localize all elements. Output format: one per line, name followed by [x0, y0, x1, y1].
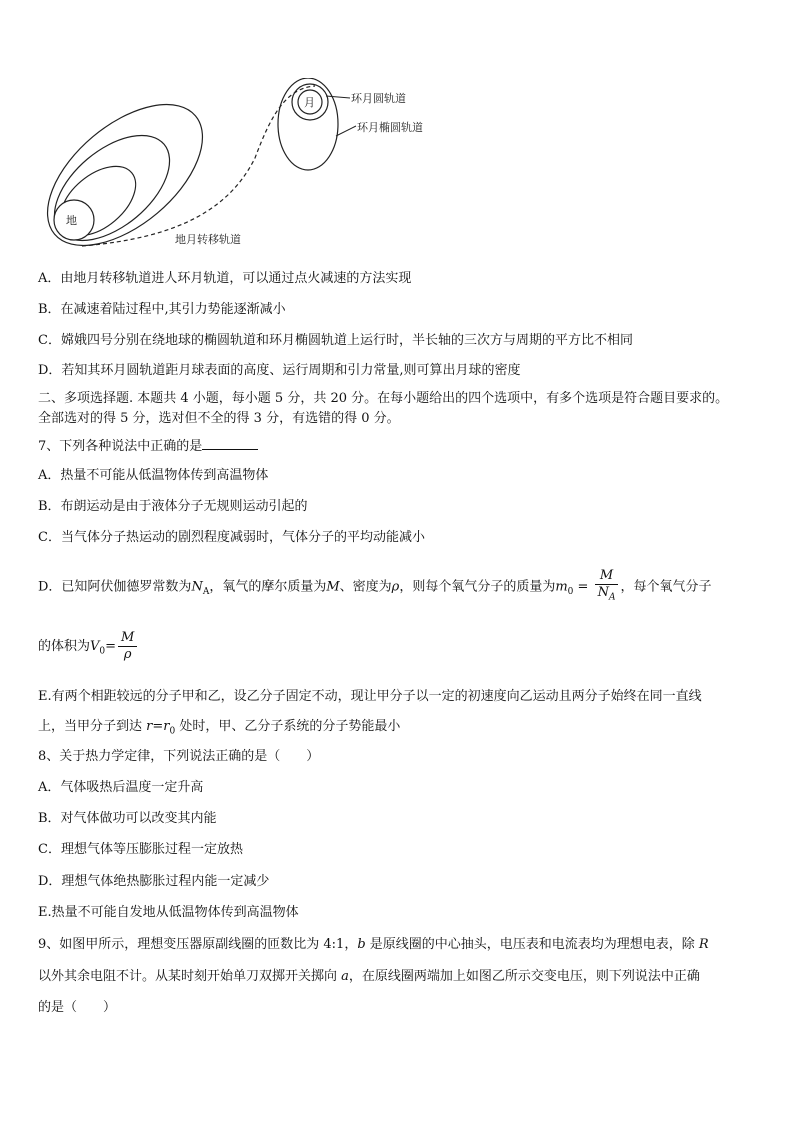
equals-sign-2: =	[105, 639, 117, 654]
q6-option-a: A．由地月转移轨道进人环月轨道，可以通过点火减速的方法实现	[38, 271, 412, 286]
fraction-mass-numerator: M	[595, 568, 619, 585]
moon-label: 月	[304, 96, 315, 109]
fraction-volume	[118, 630, 137, 663]
q7-option-d-line2	[38, 630, 139, 663]
q8-stem: 8、关于热力学定律，下列说法正确的是（ ）	[38, 749, 320, 764]
section2-line2: 全部选对的得 5 分，选对但不全的得 3 分，有选错的得 0 分。	[38, 411, 400, 426]
symbol-r: r	[146, 719, 153, 734]
q7-d-text-1: D．已知阿伏伽德罗常数为	[38, 579, 192, 595]
q7-stem	[38, 437, 258, 456]
symbol-b: b	[357, 937, 366, 952]
fraction-volume-denominator: ρ	[123, 647, 132, 662]
equals-sign: =	[573, 579, 593, 595]
lunar-circular-orbit-label: 环月圆轨道	[351, 92, 406, 105]
fraction-mass	[595, 568, 619, 606]
symbol-r0-sub: 0	[169, 726, 176, 737]
q7-e-text-1: 上，当甲分子到达	[38, 719, 147, 734]
symbol-rho: ρ	[391, 579, 400, 595]
lunar-elliptical-orbit-label: 环月椭圆轨道	[357, 121, 423, 134]
q7-d-text-3: 、密度为	[339, 579, 392, 595]
symbol-na-sub: A	[202, 586, 210, 597]
earth-label: 地	[66, 214, 77, 227]
transfer-orbit-label: 地月转移轨道	[175, 233, 241, 246]
q7-d-text-5: ，每个氧气分子	[620, 579, 712, 595]
symbol-m0: m	[555, 579, 568, 595]
fraction-mass-denominator	[595, 585, 619, 606]
q9-line3: 的是（ ）	[38, 1000, 117, 1015]
q6-option-b: B．在减速着陆过程中,其引力势能逐渐减小	[38, 302, 286, 317]
equals-sign-3: =	[152, 719, 164, 734]
q7-option-c: C．当气体分子热运动的剧烈程度减弱时，气体分子的平均动能减小	[38, 530, 425, 545]
q7-option-e-line2	[38, 718, 400, 741]
q6-option-d: D．若知其环月圆轨道距月球表面的高度、运行周期和引力常量,则可算出月球的密度	[38, 363, 521, 378]
symbol-v0-sub: 0	[99, 646, 106, 657]
q8-option-e: E.热量不可能自发地从低温物体传到高温物体	[38, 905, 299, 920]
q7-stem-text: 7、下列各种说法中正确的是	[38, 439, 203, 454]
leader-line-circular	[326, 96, 350, 98]
q7-option-b: B．布朗运动是由于液体分子无规则运动引起的	[38, 499, 308, 514]
fraction-mass-den-sub: A	[608, 592, 616, 603]
q7-d-text-4: ，则每个氧气分子的质量为	[399, 579, 556, 595]
orbit-diagram	[30, 78, 450, 258]
symbol-R: R	[698, 937, 709, 952]
q9-text-3: 以外其余电阻不计。从某时刻开始单刀双掷开关掷向	[38, 969, 342, 984]
q8-option-c: C．理想气体等压膨胀过程一定放热	[38, 842, 243, 857]
answer-blank	[202, 437, 258, 450]
q7-option-d-line1	[38, 568, 711, 606]
symbol-a: a	[341, 969, 349, 984]
q7-e-text-2: 处时，甲、乙分子系统的分子势能最小	[175, 719, 401, 734]
fraction-mass-den-symbol: N	[597, 585, 609, 600]
q9-line1	[38, 936, 709, 954]
q8-option-d: D．理想气体绝热膨胀过程内能一定减少	[38, 874, 270, 889]
symbol-m0-sub: 0	[567, 586, 574, 597]
q7-d-text-6: 的体积为	[38, 639, 91, 654]
q7-d-text-2: ，氧气的摩尔质量为	[209, 579, 327, 595]
q6-option-c: C．嫦娥四号分别在绕地球的椭圆轨道和环月椭圆轨道上运行时，半长轴的三次方与周期的平方比不相同	[38, 333, 633, 348]
symbol-r0: r	[163, 719, 170, 734]
q8-option-b: B．对气体做功可以改变其内能	[38, 811, 217, 826]
fraction-volume-numerator: M	[118, 630, 137, 647]
symbol-m: M	[326, 579, 340, 595]
section2-line1: 二、多项选择题. 本题共 4 小题，每小题 5 分，共 20 分。在每小题给出的四个选项中，有多个选项是符合题目要求的。	[38, 391, 729, 406]
q7-option-a: A．热量不可能从低温物体传到高温物体	[38, 468, 269, 483]
q9-line2	[38, 968, 700, 986]
symbol-v0: V	[90, 639, 100, 654]
symbol-na: N	[191, 579, 203, 595]
q9-text-4: ，在原线圈两端加上如图乙所示交变电压，则下列说法中正确	[348, 969, 700, 984]
earth-medium-elliptical-orbit	[35, 115, 188, 258]
q8-option-a: A．气体吸热后温度一定升高	[38, 780, 204, 795]
q9-text-1: 9、如图甲所示，理想变压器原副线圈的匝数比为 4:1，	[38, 937, 358, 952]
q7-option-e-line1: E.有两个相距较远的分子甲和乙，设乙分子固定不动，现让甲分子以一定的初速度向乙运动且两分子始终在同一直线	[38, 689, 702, 704]
q9-text-2: 是原线圈的中心抽头，电压表和电流表均为理想电表，除	[365, 937, 699, 952]
leader-line-elliptical	[336, 126, 356, 136]
